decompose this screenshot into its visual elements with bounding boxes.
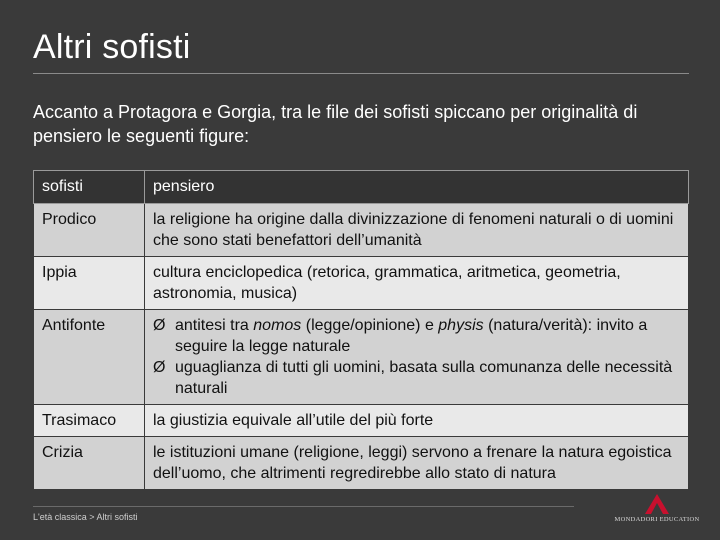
table-row — [34, 204, 689, 257]
header-pensiero: pensiero — [145, 171, 689, 204]
row-text: la religione ha origine dalla divinizzazione di fenomeni naturali o di uomini che sono stati benefattori dell’umanità — [145, 204, 689, 257]
row-name: Antifonte — [34, 310, 145, 405]
row-text: cultura enciclopedica (retorica, grammatica, aritmetica, geometria, astronomia, musica) — [145, 257, 689, 310]
table-row — [34, 310, 689, 405]
publisher-logo — [612, 494, 702, 528]
row-text: le istituzioni umane (religione, leggi) servono a frenare la natura egoistica dell’uomo, che altrimenti regredirebbe allo stato di natura — [145, 437, 689, 490]
mondadori-logo-icon — [645, 494, 669, 514]
term-physis: physis — [438, 317, 484, 334]
table-row — [34, 405, 689, 437]
footer-breadcrumb: L'età classica > Altri sofisti — [33, 512, 138, 522]
header-sofisti: sofisti — [34, 171, 145, 204]
slide-title: Altri sofisti — [33, 28, 191, 66]
arrow-bullet-icon: Ø — [153, 317, 166, 334]
table-row — [34, 437, 689, 490]
bullet-list — [153, 315, 680, 399]
sofisti-table — [33, 170, 689, 490]
table-header-row — [34, 171, 689, 204]
row-name: Prodico — [34, 204, 145, 257]
title-divider — [33, 73, 689, 74]
row-name: Ippia — [34, 257, 145, 310]
arrow-bullet-icon: Ø — [153, 359, 166, 376]
table-row — [34, 257, 689, 310]
row-text — [145, 310, 689, 405]
row-name: Crizia — [34, 437, 145, 490]
row-text: la giustizia equivale all’utile del più forte — [145, 405, 689, 437]
row-name: Trasimaco — [34, 405, 145, 437]
bullet-item: Ø uguaglianza di tutti gli uomini, basata sulla comunanza delle necessità naturali — [153, 359, 673, 397]
intro-paragraph: Accanto a Protagora e Gorgia, tra le file dei sofisti spiccano per originalità di pensiero le seguenti figure: — [33, 102, 638, 146]
term-nomos: nomos — [253, 317, 302, 334]
bullet-item: Ø antitesi tra nomos (legge/opinione) e physis (natura/verità): invito a seguire la legge naturale — [153, 317, 648, 355]
publisher-name: MONDADORI EDUCATION — [614, 516, 700, 523]
footer-divider — [33, 506, 574, 507]
